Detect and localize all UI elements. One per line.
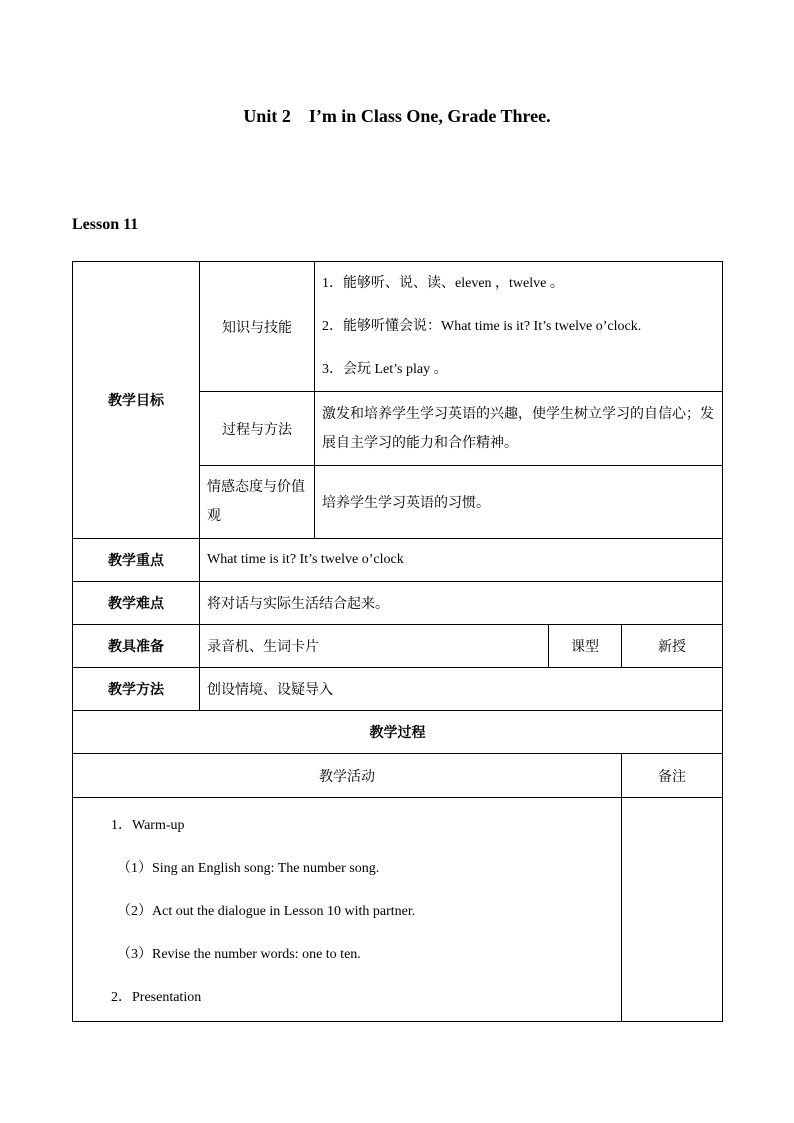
knowledge-item: 2．能够听懂会说：What time is it? It’s twelve o’clock. bbox=[322, 319, 642, 334]
difficulty-value: 将对话与实际生活结合起来。 bbox=[200, 582, 723, 625]
key-point-value: What time is it? It’s twelve o’clock bbox=[200, 539, 723, 582]
notes-cell bbox=[622, 798, 723, 1022]
method-value: 创设情境、设疑导入 bbox=[200, 668, 723, 711]
key-point-label: 教学重点 bbox=[73, 539, 200, 582]
difficulty-label: 教学难点 bbox=[73, 582, 200, 625]
activities-column-header: 教学活动 bbox=[73, 754, 622, 798]
lesson-type-label: 课型 bbox=[549, 625, 622, 668]
knowledge-item: 1．能够听、说、读、eleven ，twelve 。 bbox=[322, 276, 564, 291]
knowledge-item: 3．会玩 Let’s play 。 bbox=[322, 362, 448, 377]
lesson-plan-table bbox=[72, 261, 723, 1022]
activity-item: 1．Warm-up bbox=[111, 818, 185, 833]
knowledge-skills-label: 知识与技能 bbox=[200, 262, 315, 392]
activity-item: （2）Act out the dialogue in Lesson 10 with partner. bbox=[117, 904, 416, 919]
process-methods-content: 激发和培养学生学习英语的兴趣，使学生树立学习的自信心；发展自主学习的能力和合作精神。 bbox=[315, 392, 723, 466]
document-title: Unit 2 I’m in Class One, Grade Three. bbox=[243, 106, 551, 126]
objectives-label: 教学目标 bbox=[73, 262, 200, 539]
lesson-type-value: 新授 bbox=[622, 625, 723, 668]
activity-item: （3）Revise the number words: one to ten. bbox=[117, 947, 361, 962]
emotion-values-label: 情感态度与价值观 bbox=[200, 466, 315, 539]
emotion-values-content: 培养学生学习英语的习惯。 bbox=[315, 466, 723, 539]
lesson-heading: Lesson 11 bbox=[72, 216, 139, 233]
activity-item: 2．Presentation bbox=[111, 990, 202, 1005]
process-methods-label: 过程与方法 bbox=[200, 392, 315, 466]
activity-item: （1）Sing an English song: The number song. bbox=[117, 861, 380, 876]
activities-cell bbox=[73, 798, 622, 1022]
materials-label: 教具准备 bbox=[73, 625, 200, 668]
process-header: 教学过程 bbox=[73, 711, 723, 754]
knowledge-skills-content bbox=[315, 262, 723, 392]
notes-column-header: 备注 bbox=[622, 754, 723, 798]
method-label: 教学方法 bbox=[73, 668, 200, 711]
materials-value: 录音机、生词卡片 bbox=[200, 625, 549, 668]
